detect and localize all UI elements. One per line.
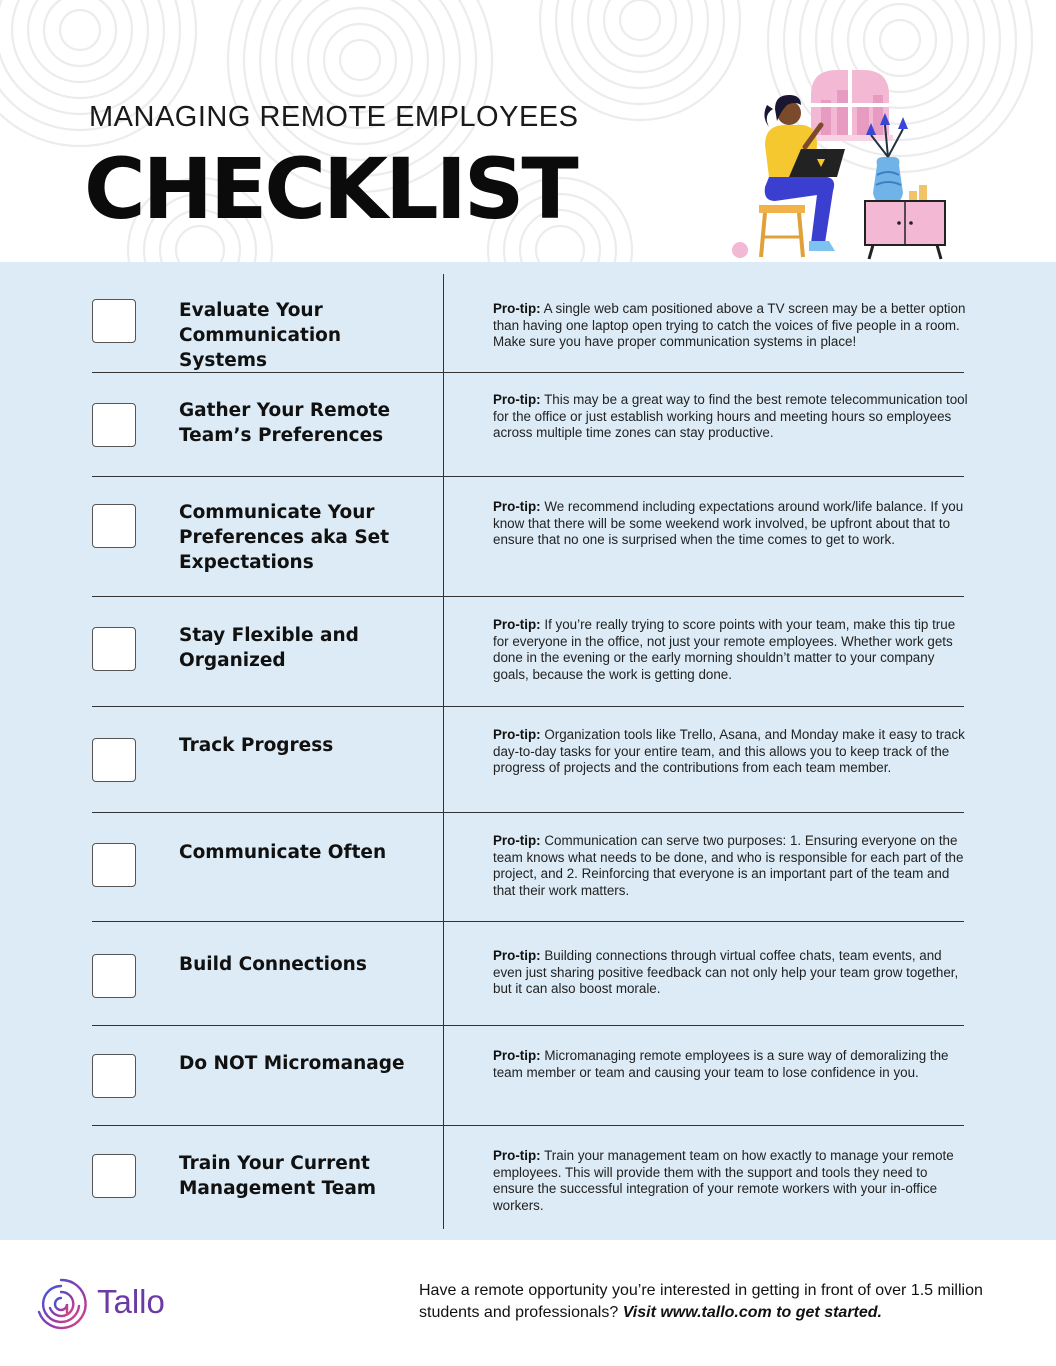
tallo-logo-icon (33, 1276, 89, 1332)
checkbox[interactable] (92, 299, 136, 343)
checklist-row (0, 922, 1056, 1026)
checklist-item-label: Do NOT Micromanage (179, 1053, 405, 1074)
pro-tip (493, 1148, 968, 1214)
header (0, 0, 1056, 262)
pro-tip-prefix: Pro-tip: (493, 499, 541, 514)
remote-worker-illustration (725, 65, 955, 262)
pro-tip-text: Micromanaging remote employees is a sure way of demoralizing the team member or team and causing your team to lose confidence in you. (493, 1048, 949, 1080)
checklist-row (0, 1026, 1056, 1126)
cta-text: Have a remote opportunity you’re interested in getting in front of over 1.5 million students and professionals? (419, 1282, 983, 1321)
pro-tip-prefix: Pro-tip: (493, 833, 541, 848)
footer-call-to-action (419, 1280, 1019, 1324)
checkbox[interactable] (92, 1154, 136, 1198)
pro-tip (493, 499, 968, 549)
pro-tip-prefix: Pro-tip: (493, 301, 541, 316)
footer (0, 1240, 1056, 1366)
pro-tip (493, 301, 968, 351)
checklist-item-label: Communicate Often (179, 842, 387, 863)
checkbox[interactable] (92, 403, 136, 447)
checklist-row (0, 813, 1056, 922)
pro-tip-prefix: Pro-tip: (493, 727, 541, 742)
checklist-row (0, 1126, 1056, 1236)
checkbox[interactable] (92, 954, 136, 998)
checklist-item-label: Stay Flexible and Organized (179, 625, 359, 671)
checklist-item-label: Build Connections (179, 954, 367, 975)
pro-tip-text: Organization tools like Trello, Asana, and Monday make it easy to track day-to-day tasks for your entire team, and this allows you to keep track of the progress of projects and the contributions from each team member. (493, 727, 965, 776)
document-title: CHECKLIST (84, 140, 576, 238)
checklist-panel (0, 262, 1056, 1240)
tallo-logo-text: Tallo (97, 1283, 165, 1320)
checklist-row (0, 707, 1056, 813)
pro-tip-prefix: Pro-tip: (493, 948, 541, 963)
checkbox[interactable] (92, 504, 136, 548)
pro-tip (493, 948, 968, 998)
pro-tip-text: Building connections through virtual coffee chats, team events, and even just sharing positive feedback can not only help your team grow together, but it can also boost morale. (493, 948, 959, 997)
checkbox[interactable] (92, 627, 136, 671)
pro-tip-text: If you’re really trying to score points with your team, make this tip true for everyone in the office, not just your remote employees. Whether work gets done in the evening or the early morning shouldn’t matter to your company goals, because the work is getting done. (493, 617, 956, 682)
checklist-item-label: Track Progress (179, 735, 334, 756)
pro-tip-prefix: Pro-tip: (493, 392, 541, 407)
pro-tip-text: This may be a great way to find the best remote telecommunication tool for the office or just establish working hours and meeting hours so employees across multiple time zones can stay productive. (493, 392, 968, 441)
checklist-row (0, 262, 1056, 373)
pro-tip (493, 1048, 968, 1081)
pro-tip-prefix: Pro-tip: (493, 1148, 541, 1163)
pro-tip-text: Communication can serve two purposes: 1. Ensuring everyone on the team knows what needs to be done, and who is responsible for each part of the project, and 2. Reinforcing that everyone is an important part of the team and that their work matters. (493, 833, 964, 898)
pro-tip-prefix: Pro-tip: (493, 617, 541, 632)
pro-tip-prefix: Pro-tip: (493, 1048, 541, 1063)
cta-link[interactable]: Visit www.tallo.com to get started. (622, 1304, 882, 1321)
pro-tip (493, 617, 968, 683)
document-subtitle: MANAGING REMOTE EMPLOYEES (89, 101, 579, 133)
pro-tip (493, 833, 968, 899)
checklist-item-label: Gather Your Remote Team’s Preferences (179, 400, 391, 446)
checklist-row (0, 373, 1056, 477)
checklist-row (0, 597, 1056, 707)
checklist-item-label: Evaluate Your Communication Systems (179, 300, 342, 371)
pro-tip-text: We recommend including expectations around work/life balance. If you know that there will be some weekend work involved, be upfront about that to ensure that no one is surprised when the time comes to get to work. (493, 499, 964, 548)
checklist-item-label: Train Your Current Management Team (179, 1153, 377, 1199)
pro-tip (493, 392, 968, 442)
pro-tip-text: A single web cam positioned above a TV screen may be a better option than having one laptop open trying to catch the voices of five people in a room. Make sure you have proper communication systems in place! (493, 301, 966, 350)
pro-tip-text: Train your management team on how exactly to manage your remote employees. This will provide them with the support and tools they need to ensure the successful integration of your remote workers with your in-office workers. (493, 1148, 954, 1213)
checklist-item-label: Communicate Your Preferences aka Set Expectations (179, 502, 390, 573)
checklist-row (0, 477, 1056, 597)
checkbox[interactable] (92, 738, 136, 782)
checkbox[interactable] (92, 1054, 136, 1098)
checkbox[interactable] (92, 843, 136, 887)
pro-tip (493, 727, 968, 777)
